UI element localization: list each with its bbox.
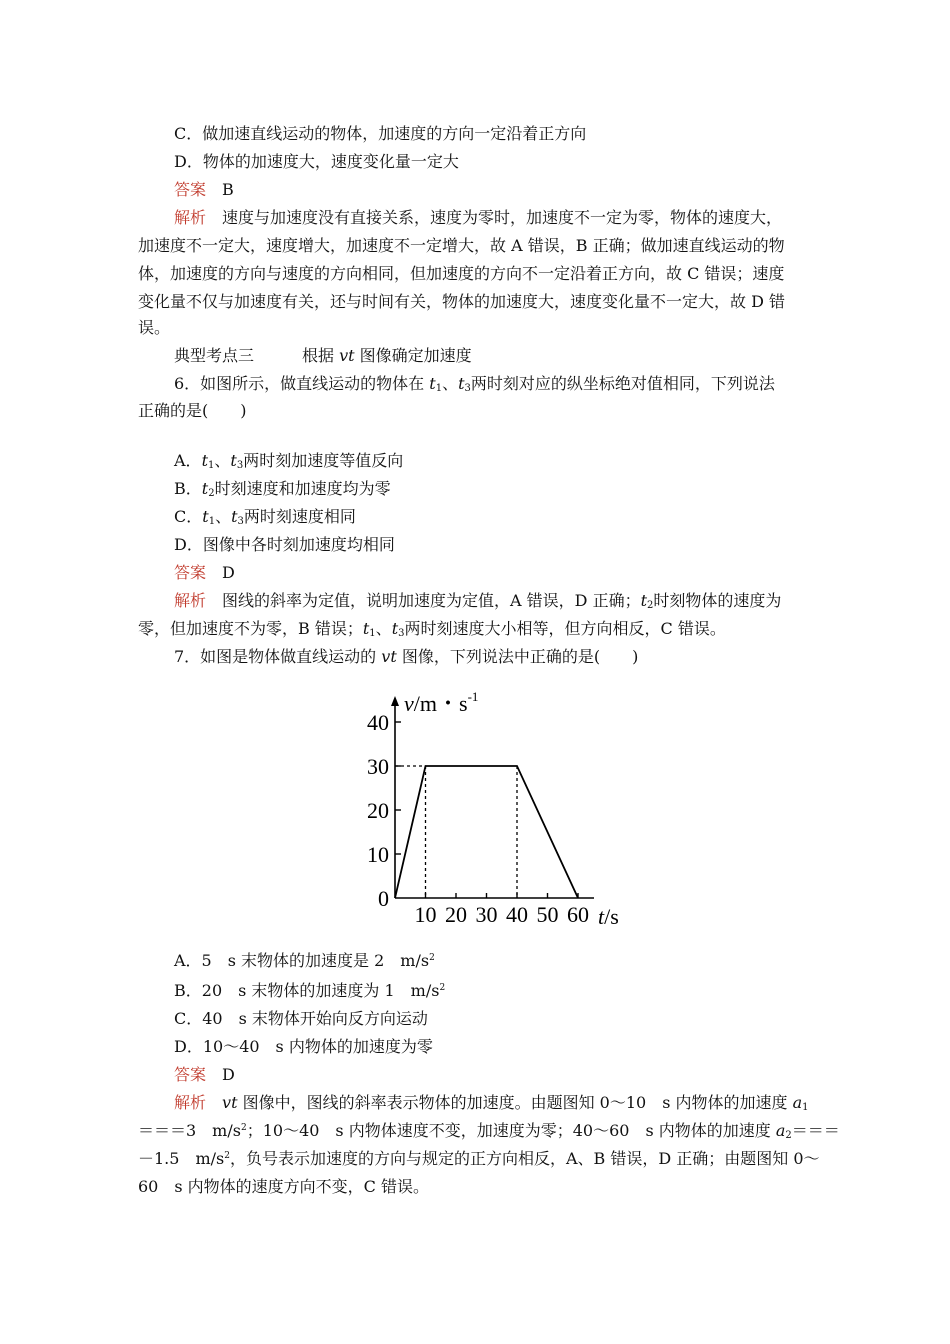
y-tick-label: 40	[367, 710, 389, 735]
analysis-5-line-2: 加速度不一定大，速度增大，加速度不一定增大，故 A 错误，B 正确；做加速直线运动的物	[138, 236, 785, 255]
analysis-7-line-2: ＝＝＝3 $m/s^2$；10～40 s 内物体速度不变，加速度为零；40～60 s 内物体的加速度 $a_2===$	[138, 1121, 840, 1141]
option-7c: C．40 s 末物体开始向反方向运动	[174, 1009, 428, 1028]
answer-label: 答案	[174, 180, 207, 199]
section-topic: 根据	[302, 346, 340, 365]
x-tick-label: 30	[475, 902, 498, 927]
option-7b: B．20 s 末物体的加速度为 1 $m/s^2$	[174, 981, 446, 1000]
option-7a: A．5 s 末物体的加速度是 2 $m/s^2$	[174, 951, 435, 970]
section-topic-vt: vt	[339, 346, 355, 365]
analysis-6-line-1: 解析 图线的斜率为定值，说明加速度为定值，A 错误，D 正确；$t_2$时刻物体的速度为	[174, 591, 782, 611]
question-6-stem-end: 正确的是( )	[138, 401, 247, 420]
y-tick-label: 20	[367, 798, 389, 823]
answer-6: 答案 D	[174, 563, 235, 582]
x-tick-label: 10	[414, 902, 437, 927]
option-7d: D．10～40 s 内物体的加速度为零	[174, 1037, 433, 1056]
x-tick-label: 60	[567, 902, 589, 927]
answer-5	[174, 180, 234, 200]
analysis-6-line-2: 零，但加速度不为零，B 错误；$t_1$、$t_3$两时刻速度大小相等，但方向相反，C 错误。	[138, 619, 726, 639]
question-7-stem: 7．如图是物体做直线运动的 vt 图像，下列说法中正确的是( )	[174, 647, 639, 666]
y-axis-arrow	[391, 696, 399, 706]
y-axis-label: v/m・$s^{-1}$	[404, 689, 479, 716]
analysis-5-line-3: 体，加速度的方向与速度的方向相同，但加速度的方向不一定沿着正方向，故 C 错误；速度	[138, 264, 785, 283]
option-5d: D．物体的加速度大，速度变化量一定大	[174, 152, 459, 171]
analysis-7-line-1: 解析 vt 图像中，图线的斜率表示物体的加速度。由题图知 0～10 s 内物体的加速度 $a_1$	[174, 1093, 809, 1113]
y-tick-label: 10	[367, 842, 389, 867]
analysis-5-line-5: 误。	[138, 318, 171, 337]
vt-graph	[344, 676, 644, 944]
section-heading	[174, 346, 472, 366]
x-tick-label: 50	[536, 902, 559, 927]
analysis-text: 速度与加速度没有直接关系，速度为零时，加速度不一定为零，物体的速度大，	[222, 208, 783, 227]
x-axis-label: t/s	[598, 904, 619, 929]
x-tick-label: 20	[445, 902, 467, 927]
answer-7: 答案 D	[174, 1065, 235, 1084]
option-5c: C．做加速直线运动的物体，加速度的方向一定沿着正方向	[174, 124, 587, 143]
analysis-5-line-4: 变化量不仅与加速度有关，还与时间有关，物体的加速度大，速度变化量不一定大，故 D 错	[138, 292, 786, 311]
option-6d: D．图像中各时刻加速度均相同	[174, 535, 395, 554]
chart-plot	[367, 689, 619, 929]
y-tick-label: 30	[367, 754, 389, 779]
analysis-7-line-3: －1.5 $m/s^2$，负号表示加速度的方向与规定的正方向相反，A、B 错误，D 正确；由题图知 0～	[138, 1149, 820, 1168]
x-tick-label: 40	[506, 902, 528, 927]
velocity-line	[395, 766, 578, 898]
option-6c: C．$t_1$、$t_3$两时刻速度相同	[174, 507, 356, 527]
question-6-stem: 6．如图所示，做直线运动的物体在 $t_1$、$t_3$两时刻对应的纵坐标绝对值相同，下列说法	[174, 374, 775, 394]
y-tick-label: 0	[378, 886, 389, 911]
analysis-5-line-1	[174, 208, 782, 228]
section-topic-suffix: 图像确定加速度	[354, 346, 472, 365]
answer-value: B	[222, 180, 234, 199]
analysis-7-line-4: 60 s 内物体的速度方向不变，C 错误。	[138, 1177, 429, 1196]
analysis-label: 解析	[174, 208, 207, 227]
section-title: 典型考点三	[174, 346, 255, 365]
option-6a: A．$t_1$、$t_3$两时刻加速度等值反向	[174, 451, 404, 471]
option-6b: B．$t_2$时刻速度和加速度均为零	[174, 479, 391, 499]
